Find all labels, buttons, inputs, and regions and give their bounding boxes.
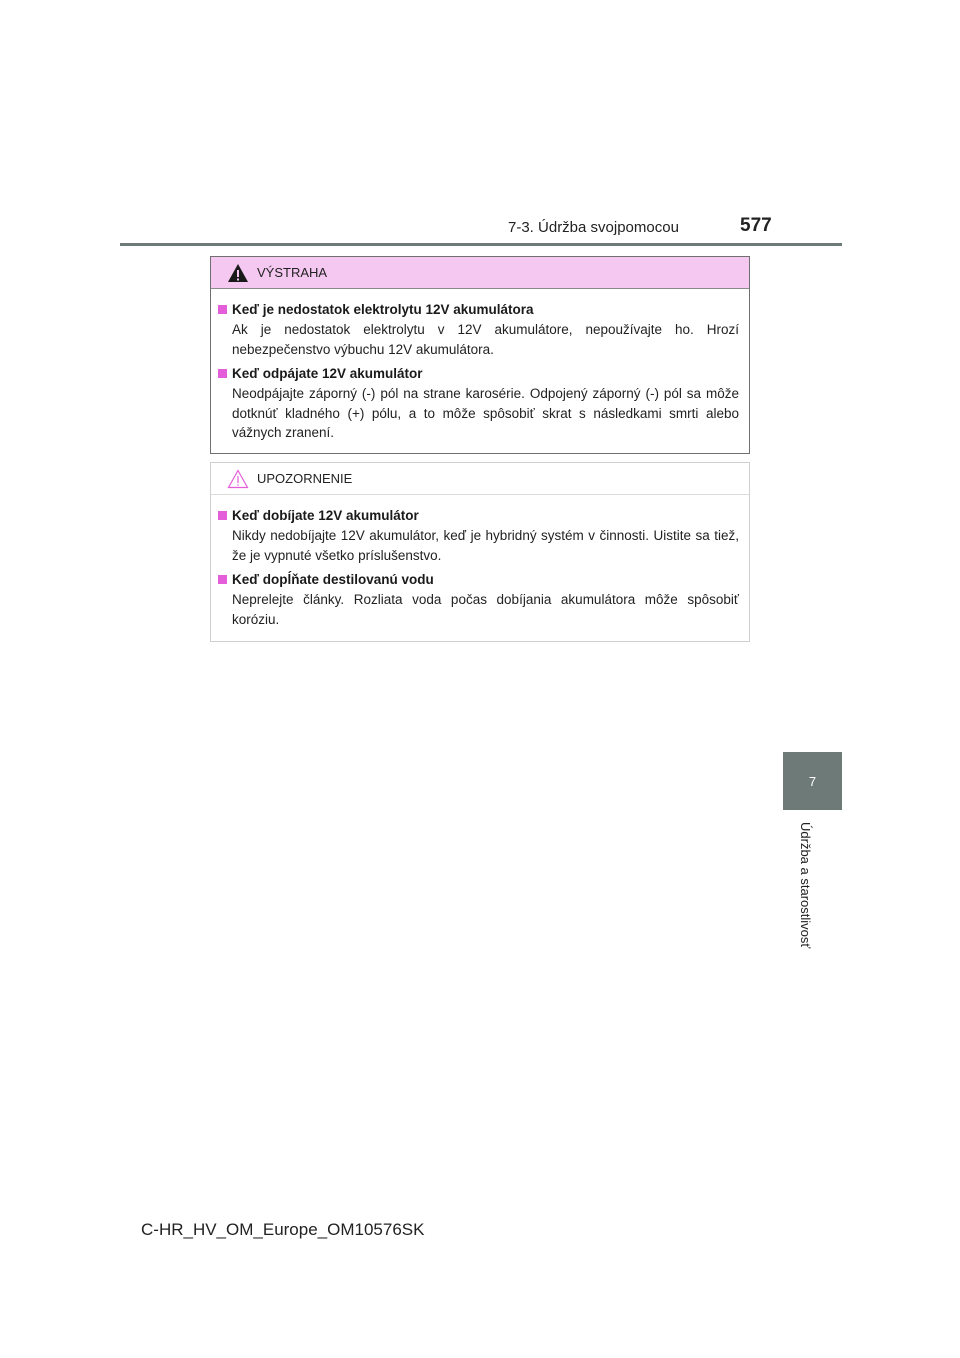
warning-item-title: Keď odpájate 12V akumulátor — [232, 366, 423, 381]
caution-triangle-icon — [227, 469, 251, 489]
square-bullet-icon — [218, 305, 227, 314]
page-number: 577 — [740, 215, 772, 236]
caution-item — [218, 507, 739, 565]
caution-item-title: Keď dopĺňate destilovanú vodu — [232, 572, 434, 587]
caution-item-text: Neprelejte články. Rozliata voda počas dobíjania akumulátora môže spôsobiť koróziu. — [232, 592, 739, 627]
caution-heading: UPOZORNENIE — [257, 471, 353, 486]
footer-document-code: C-HR_HV_OM_Europe_OM10576SK — [141, 1220, 425, 1239]
caution-header — [211, 463, 749, 495]
caution-item — [218, 571, 739, 629]
square-bullet-icon — [218, 575, 227, 584]
warning-item-title: Keď je nedostatok elektrolytu 12V akumulátora — [232, 302, 534, 317]
chapter-title-vertical: Údržba a starostlivosť — [798, 822, 813, 949]
chapter-tab: 7 — [783, 752, 842, 810]
caution-item-title: Keď dobíjate 12V akumulátor — [232, 508, 419, 523]
caution-item-text: Nikdy nedobíjajte 12V akumulátor, keď je hybridný systém v činnosti. Uistite sa tiež, že je vypnuté všetko príslušenstvo. — [232, 528, 739, 563]
warning-heading: VÝSTRAHA — [257, 265, 328, 280]
section-title: 7-3. Údržba svojpomocou — [508, 219, 679, 236]
warning-header — [211, 257, 749, 289]
warning-item-text: Neodpájajte záporný (-) pól na strane karosérie. Odpojený záporný (-) pól sa môže dotknúť kladného (+) pólu, a to môže spôsobiť skrat s následkami smrti alebo vážnych zranení. — [232, 386, 739, 440]
warning-item — [218, 301, 739, 359]
warning-item-text: Ak je nedostatok elektrolytu v 12V akumulátore, nepoužívajte ho. Hrozí nebezpečenstvo výbuchu 12V akumulátora. — [232, 322, 739, 357]
header-rule — [120, 243, 842, 246]
square-bullet-icon — [218, 511, 227, 520]
warning-triangle-icon — [227, 263, 251, 283]
caution-box — [210, 462, 750, 642]
warning-box — [210, 256, 750, 454]
square-bullet-icon — [218, 369, 227, 378]
warning-item — [218, 365, 739, 443]
